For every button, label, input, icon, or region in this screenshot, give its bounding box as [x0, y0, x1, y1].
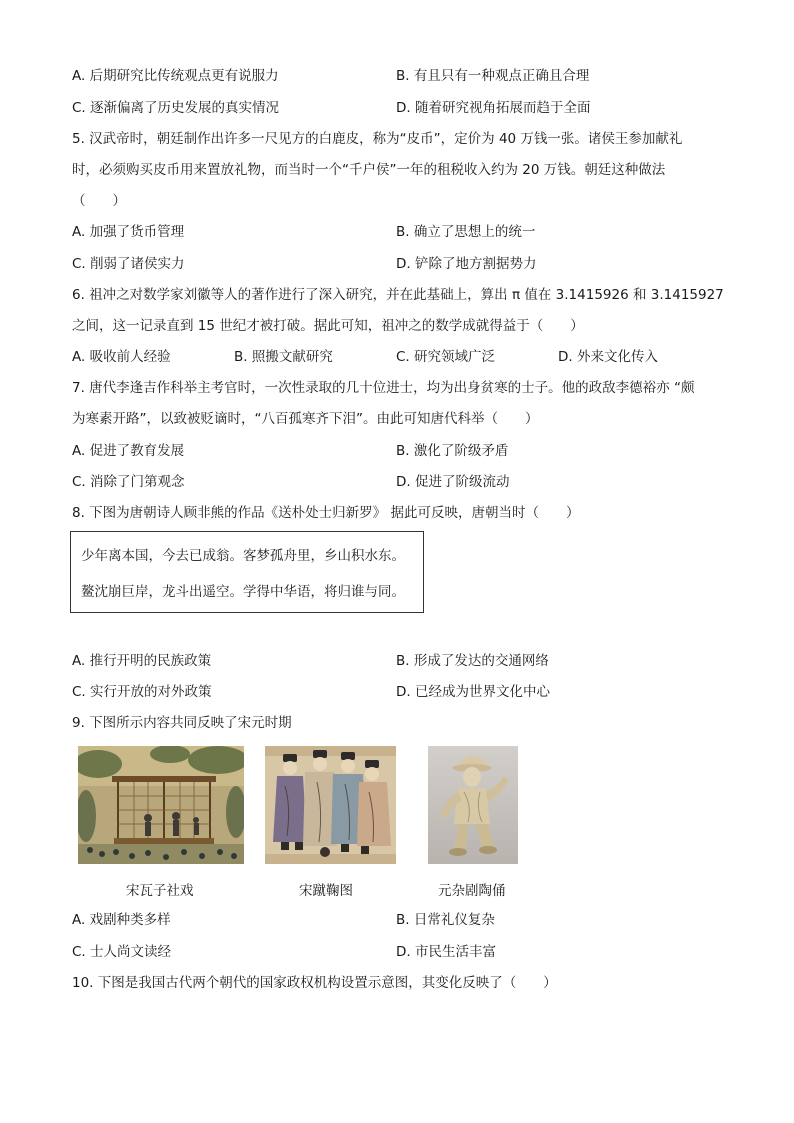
- q5-option-c: C. 削弱了诸侯实力: [72, 256, 185, 272]
- q5-option-a: A. 加强了货币管理: [72, 224, 185, 240]
- yuan-opera-figurine-photo: [428, 746, 518, 864]
- q7-stem-line-1: 7. 唐代李逢吉作科举主考官时，一次性录取的几十位进士，均为出身贫寒的士子。他的政敌李德裕亦 “颇: [72, 380, 695, 396]
- poem-box: [70, 531, 424, 613]
- caption-song-opera: 宋瓦子社戏: [126, 883, 194, 899]
- q9-option-c: C. 士人尚文读经: [72, 944, 172, 960]
- q6-stem-line-1: 6. 祖冲之对数学家刘徽等人的著作进行了深入研究，并在此基础上，算出 π 值在 3.1415926 和 3.1415927: [72, 287, 724, 303]
- q7-option-d: D. 促进了阶级流动: [396, 474, 510, 490]
- song-opera-painting: [78, 746, 244, 864]
- caption-yuan-figurine: 元杂剧陶俑: [438, 883, 506, 899]
- q6-option-b: B. 照搬文献研究: [234, 349, 333, 365]
- q6-stem-line-2: 之间，这一记录直到 15 世纪才被打破。据此可知，祖冲之的数学成就得益于（ ）: [72, 318, 584, 334]
- q5-option-b: B. 确立了思想上的统一: [396, 224, 536, 240]
- q8-option-b: B. 形成了发达的交通网络: [396, 653, 549, 669]
- q5-stem-line-2: 时，必须购买皮币用来置放礼物，而当时一个“千户侯”一年的租税收入约为 20 万钱。朝廷这种做法: [72, 162, 666, 178]
- q8-option-d: D. 已经成为世界文化中心: [396, 684, 550, 700]
- q9-stem-line-1: 9. 下图所示内容共同反映了宋元时期: [72, 715, 292, 731]
- q6-option-d: D. 外来文化传入: [558, 349, 658, 365]
- q9-option-a: A. 戏剧种类多样: [72, 912, 171, 928]
- q5-stem-line-3: （ ）: [72, 193, 126, 209]
- q7-option-c: C. 消除了门第观念: [72, 474, 185, 490]
- q7-option-b: B. 激化了阶级矛盾: [396, 443, 509, 459]
- q7-stem-line-2: 为寒素开路”，以致被贬谪时，“八百孤寒齐下泪”。由此可知唐代科举（ ）: [72, 411, 539, 427]
- q8-option-a: A. 推行开明的民族政策: [72, 653, 212, 669]
- poem-line-1: 少年离本国，今去已成翁。客梦孤舟里，乡山积水东。: [81, 548, 405, 564]
- q8-option-c: C. 实行开放的对外政策: [72, 684, 212, 700]
- q4-option-b: B. 有且只有一种观点正确且合理: [396, 68, 590, 84]
- q6-option-a: A. 吸收前人经验: [72, 349, 171, 365]
- q4-option-a: A. 后期研究比传统观点更有说服力: [72, 68, 279, 84]
- q7-option-a: A. 促进了教育发展: [72, 443, 185, 459]
- q9-option-b: B. 日常礼仪复杂: [396, 912, 495, 928]
- song-cuju-painting: [265, 746, 396, 864]
- q5-stem-line-1: 5. 汉武帝时，朝廷制作出许多一尺见方的白鹿皮，称为“皮币”，定价为 40 万钱一张。诸侯王参加献礼: [72, 131, 683, 147]
- q6-option-c: C. 研究领域广泛: [396, 349, 496, 365]
- caption-song-cuju: 宋蹴鞠图: [299, 883, 353, 899]
- poem-line-2: 鳌沈崩巨岸，龙斗出遥空。学得中华语，将归谁与同。: [81, 584, 405, 600]
- q9-option-d: D. 市民生活丰富: [396, 944, 496, 960]
- q10-stem-line-1: 10. 下图是我国古代两个朝代的国家政权机构设置示意图，其变化反映了（ ）: [72, 975, 557, 991]
- q4-option-c: C. 逐渐偏离了历史发展的真实情况: [72, 100, 280, 116]
- q8-stem-line-1: 8. 下图为唐朝诗人顾非熊的作品《送朴处士归新罗》 据此可反映，唐朝当时（ ）: [72, 505, 580, 521]
- q4-option-d: D. 随着研究视角拓展而趋于全面: [396, 100, 591, 116]
- q5-option-d: D. 铲除了地方割据势力: [396, 256, 537, 272]
